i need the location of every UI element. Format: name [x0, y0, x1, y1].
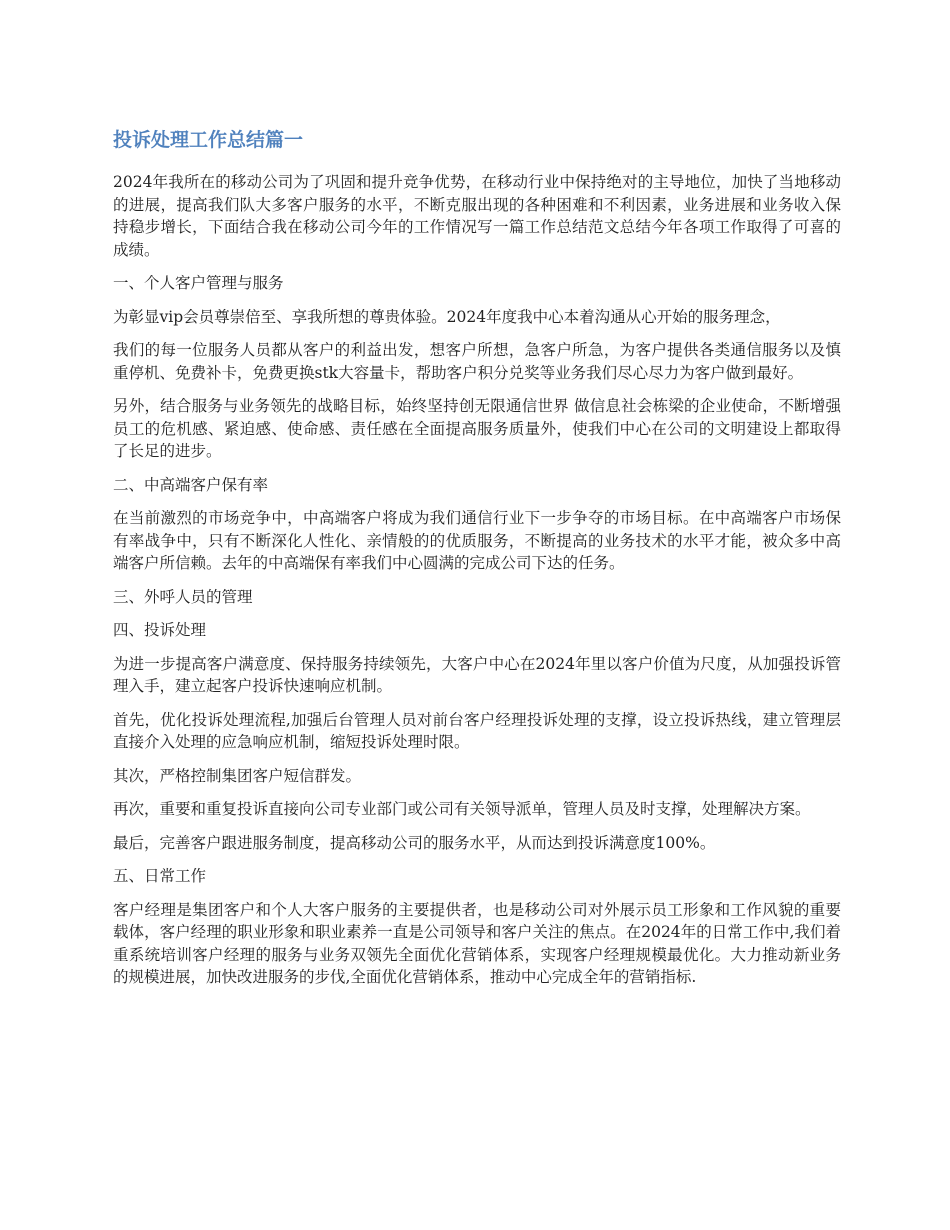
section-heading-daily-work: 五、日常工作 — [113, 867, 207, 885]
paragraph: 其次，严格控制集团客户短信群发。 — [113, 766, 362, 785]
paragraph: 再次，重要和重复投诉直接向公司专业部门或公司有关领导派单，管理人员及时支撑，处理解决方案。 — [113, 800, 811, 818]
paragraph: 为进一步提高客户满意度、保持服务持续领先，大客户中心在2024年里以客户价值为尺度，从加强投诉管理入手，建立起客户投诉快速响应机制。 — [113, 654, 841, 695]
paragraph: 在当前激烈的市场竞争中，中高端客户将成为我们通信行业下一步争夺的市场目标。在中高端客户市场保有率战争中，只有不断深化人性化、亲情般的的优质服务，不断提高的业务技术的水平才能，被众多中高端客户所信赖。去年的中高端保有率我们中心圆满的完成公司下达的任务。 — [113, 509, 841, 572]
paragraph: 我们的每一位服务人员都从客户的利益出发，想客户所想，急客户所急，为客户提供各类通信服务以及慎重停机、免费补卡，免费更换stk大容量卡，帮助客户积分兑奖等业务我们尽心尽力为客户做到最好。 — [113, 341, 841, 382]
intro-paragraph: 2024年我所在的移动公司为了巩固和提升竞争优势，在移动行业中保持绝对的主导地位，加快了当地移动的进展，提高我们队大多客户服务的水平，不断克服出现的各种困难和不利因素，业务进展和业务收入保持稳步增长，下面结合我在移动公司今年的工作情况写一篇工作总结范文总结今年各项工作取得了可喜的成绩。 — [113, 173, 841, 259]
paragraph: 首先，优化投诉处理流程,加强后台管理人员对前台客户经理投诉处理的支撑，设立投诉热线，建立管理层直接介入处理的应急响应机制，缩短投诉处理时限。 — [113, 710, 841, 751]
paragraph: 最后，完善客户跟进服务制度，提高移动公司的服务水平，从而达到投诉满意度100%。 — [113, 833, 716, 852]
section-heading-personal-customers: 一、个人客户管理与服务 — [113, 274, 284, 292]
section-heading-complaint-handling: 四、投诉处理 — [113, 621, 207, 639]
paragraph: 客户经理是集团客户和个人大客户服务的主要提供者，也是移动公司对外展示员工形象和工作风貌的重要载体，客户经理的职业形象和职业素养一直是公司领导和客户关注的焦点。在2024年的日常工作中,我们着重系统培训客户经理的服务与业务双领先全面优化营销体系，实现客户经理规模最优化。大力推动新业务的规模进展，加快改进服务的步伐,全面优化营销体系，推动中心完成全年的营销指标. — [113, 900, 841, 986]
paragraph: 为彰显vip会员尊崇倍至、享我所想的尊贵体验。2024年度我中心本着沟通从心开始的服务理念， — [113, 307, 781, 326]
document-body — [113, 126, 841, 1000]
document-title: 投诉处理工作总结篇一 — [113, 129, 304, 151]
section-heading-outbound-staff: 三、外呼人员的管理 — [113, 587, 253, 606]
section-heading-high-end-retention: 二、中高端客户保有率 — [113, 475, 269, 494]
paragraph: 另外，结合服务与业务领先的战略目标，始终坚持创无限通信世界 做信息社会栋梁的企业使命，不断增强员工的危机感、紧迫感、使命感、责任感在全面提高服务质量外，使我们中心在公司的文明建设上都取得了长足的进步。 — [113, 397, 841, 460]
